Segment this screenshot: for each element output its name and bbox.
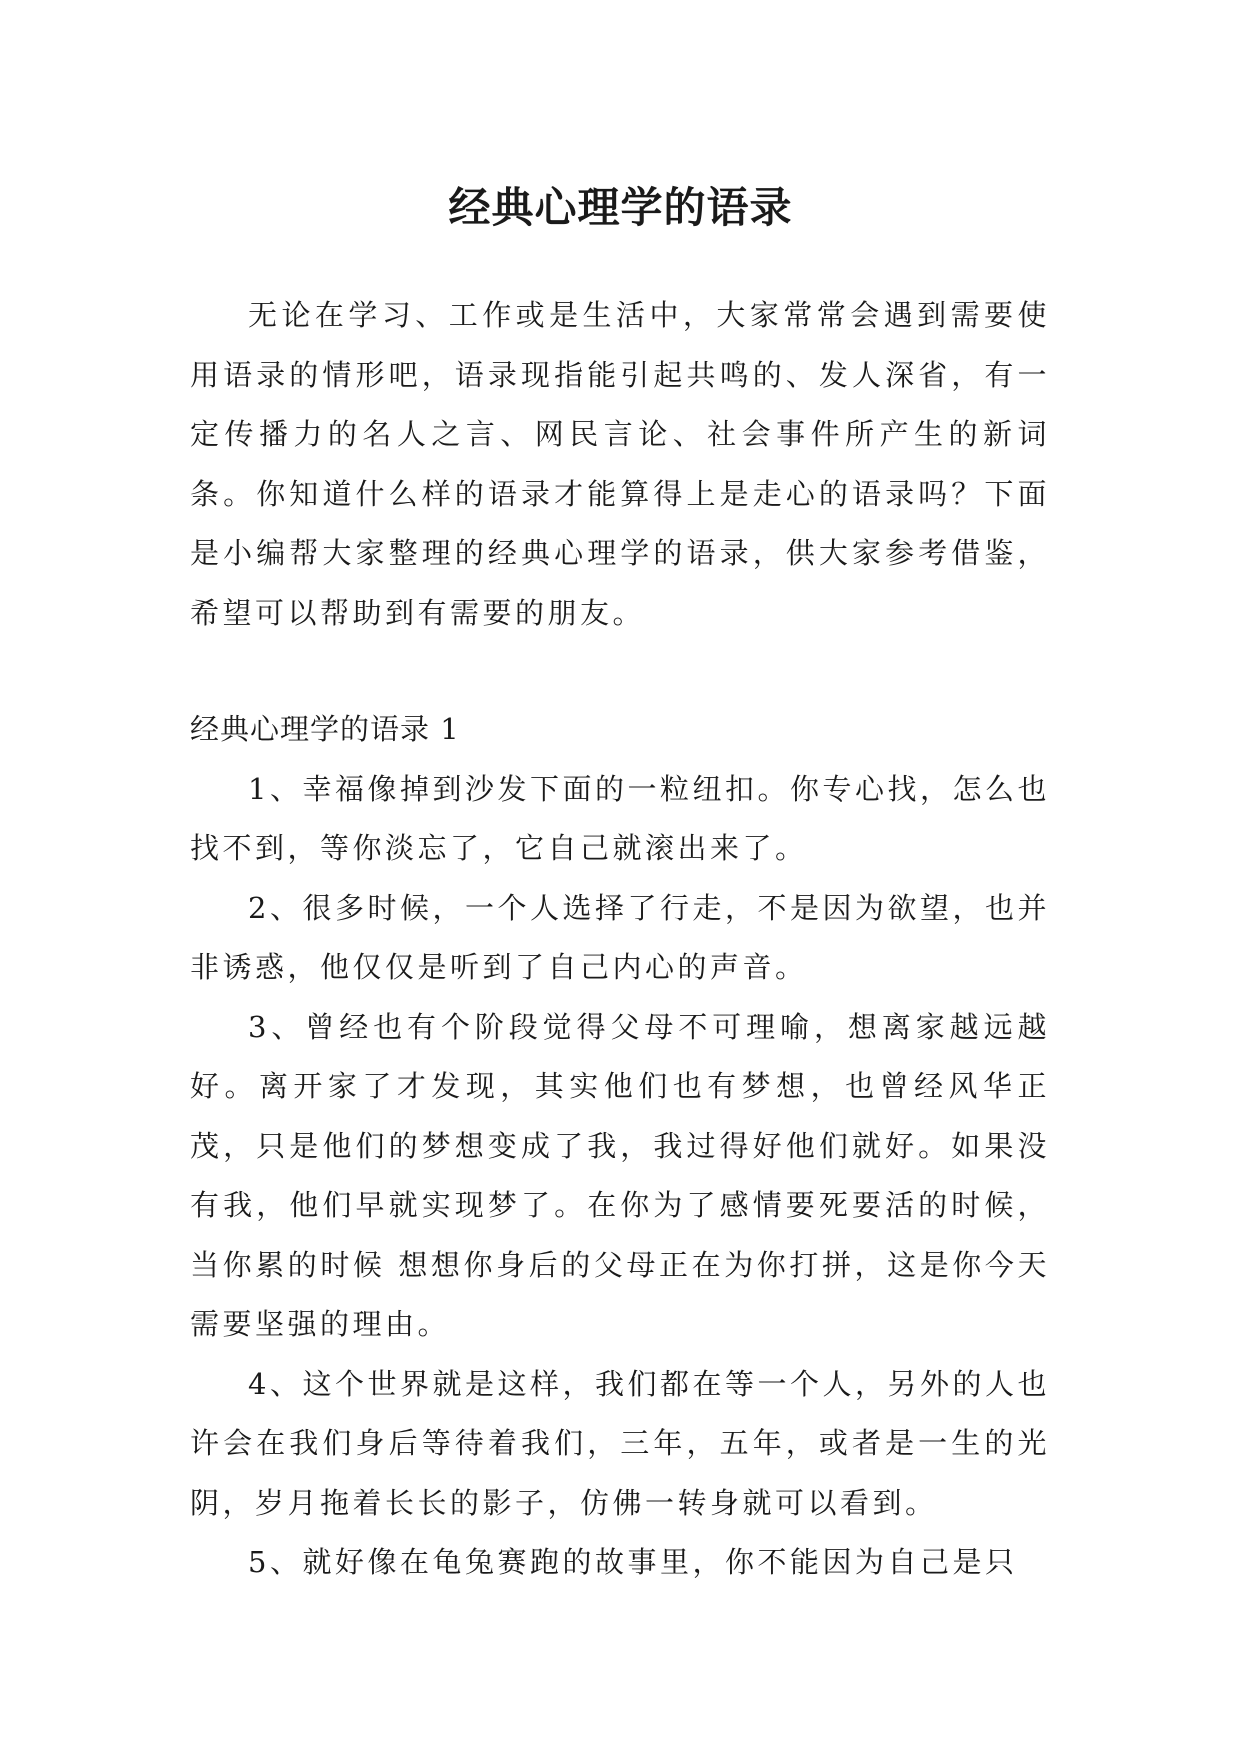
quote-item: 2、很多时候，一个人选择了行走，不是因为欲望，也并非诱惑，他仅仅是听到了自己内心的声音。 bbox=[190, 890, 1050, 984]
quote-item: 1、幸福像掉到沙发下面的一粒纽扣。你专心找，怎么也找不到，等你淡忘了，它自己就滚出来了。 bbox=[190, 771, 1050, 865]
quote-item: 3、曾经也有个阶段觉得父母不可理喻，想离家越远越好。离开家了才发现，其实他们也有梦想，也曾经风华正茂，只是他们的梦想变成了我，我过得好他们就好。如果没有我，他们早就实现梦了。在你为了感情要死要活的时候，当你累的时候 想想你身后的父母正在为你打拼，这是你今天需要坚强的理由。 bbox=[190, 1009, 1050, 1341]
document-title: 经典心理学的语录 bbox=[448, 183, 793, 233]
section-heading: 经典心理学的语录 1 bbox=[190, 712, 460, 746]
section-block bbox=[190, 700, 1050, 1593]
quote-item: 4、这个世界就是这样，我们都在等一个人，另外的人也许会在我们身后等待着我们，三年，五年，或者是一生的光阴，岁月拖着长长的影子，仿佛一转身就可以看到。 bbox=[190, 1366, 1050, 1520]
intro-block bbox=[190, 286, 1050, 643]
intro-paragraph: 无论在学习、工作或是生活中，大家常常会遇到需要使用语录的情形吧，语录现指能引起共鸣的、发人深省，有一定传播力的名人之言、网民言论、社会事件所产生的新词条。你知道什么样的语录才能算得上是走心的语录吗？下面是小编帮大家整理的经典心理学的语录，供大家参考借鉴，希望可以帮助到有需要的朋友。 bbox=[190, 298, 1050, 630]
quote-item: 5、就好像在龟兔赛跑的故事里，你不能因为自己是只 bbox=[248, 1545, 1018, 1579]
